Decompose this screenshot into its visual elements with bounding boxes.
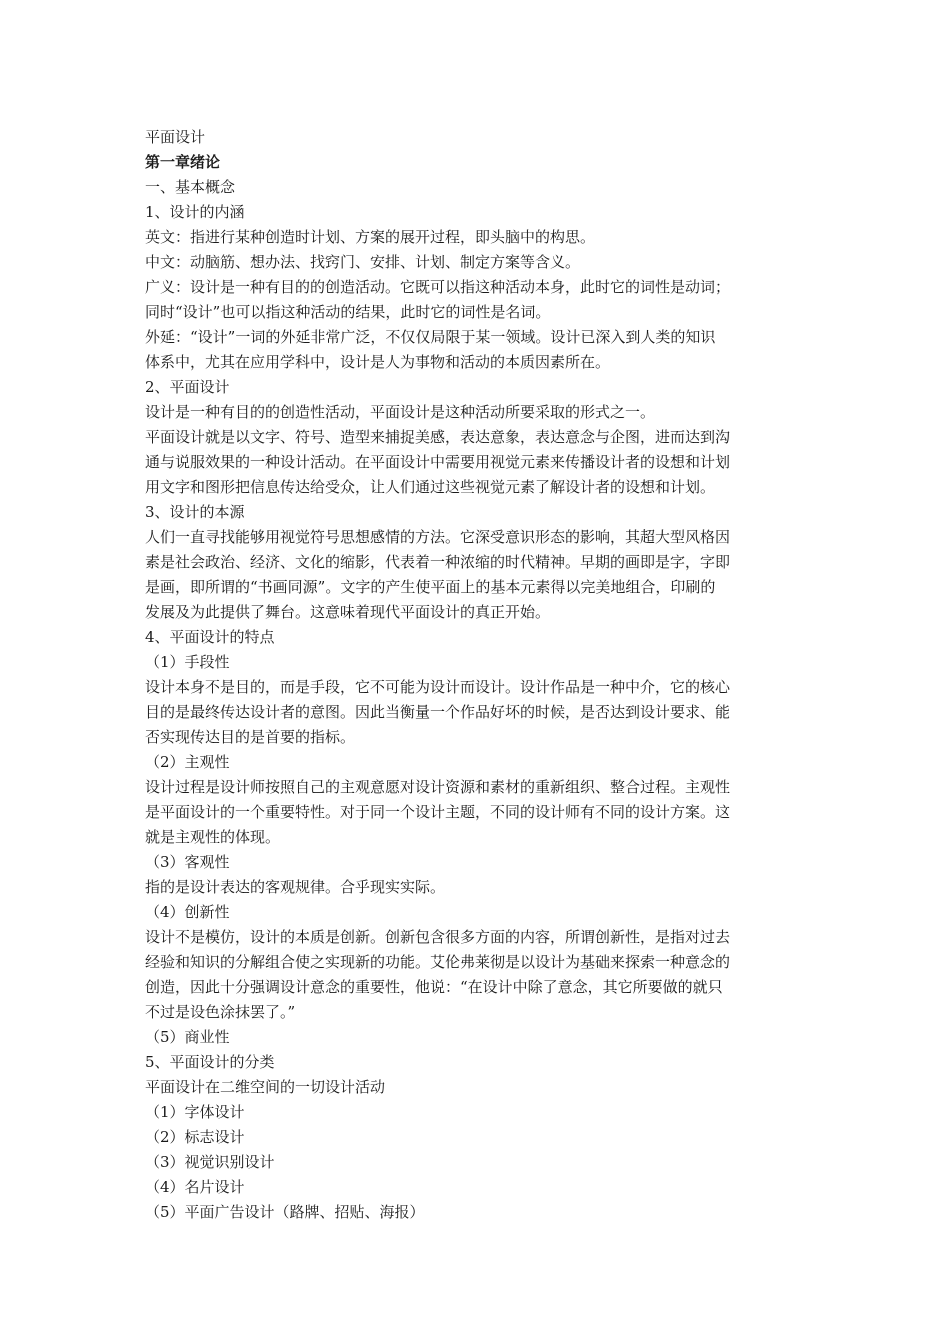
- body-line: 素是社会政治、经济、文化的缩影，代表着一种浓缩的时代精神。早期的画即是字，字即: [145, 553, 731, 571]
- subsection-heading: 3、设计的本源: [145, 503, 245, 521]
- body-line: 指的是设计表达的客观规律。合乎现实实际。: [145, 878, 446, 896]
- body-line: 外延：“设计”一词的外延非常广泛，不仅仅局限于某一领域。设计已深入到人类的知识: [145, 328, 716, 346]
- list-item: （5）平面广告设计（路牌、招贴、海报）: [145, 1203, 425, 1221]
- body-line: 用文字和图形把信息传达给受众，让人们通过这些视觉元素了解设计者的设想和计划。: [145, 478, 716, 496]
- body-line: 同时“设计”也可以指这种活动的结果，此时它的词性是名词。: [145, 303, 551, 321]
- subsection-heading: 5、平面设计的分类: [145, 1053, 275, 1071]
- list-item-heading: （3）客观性: [145, 853, 230, 871]
- body-line: 创造，因此十分强调设计意念的重要性，他说：“在设计中除了意念，其它所要做的就只: [145, 978, 723, 996]
- list-item: （3）视觉识别设计: [145, 1153, 275, 1171]
- section-heading: 一、基本概念: [145, 178, 236, 196]
- body-line: 设计过程是设计师按照自己的主观意愿对设计资源和素材的重新组织、整合过程。主观性: [145, 778, 731, 796]
- body-line: 不过是设色涂抹罢了。”: [145, 1003, 296, 1021]
- body-line: 是平面设计的一个重要特性。对于同一个设计主题，不同的设计师有不同的设计方案。这: [145, 803, 731, 821]
- list-item-heading: （2）主观性: [145, 753, 230, 771]
- subsection-heading: 2、平面设计: [145, 378, 230, 396]
- subsection-heading: 4、平面设计的特点: [145, 628, 275, 646]
- body-line: 平面设计就是以文字、符号、造型来捕捉美感，表达意象，表达意念与企图，进而达到沟: [145, 428, 731, 446]
- body-line: 人们一直寻找能够用视觉符号思想感情的方法。它深受意识形态的影响，其超大型风格因: [145, 528, 731, 546]
- body-line: 是画，即所谓的“书画同源”。文字的产生使平面上的基本元素得以完美地组合，印刷的: [145, 578, 716, 596]
- body-line: 设计不是模仿，设计的本质是创新。创新包含很多方面的内容，所谓创新性，是指对过去: [145, 928, 731, 946]
- document-title: 平面设计: [145, 128, 206, 146]
- body-line: 就是主观性的体现。: [145, 828, 281, 846]
- document-page: [145, 125, 811, 1225]
- body-line: 通与说服效果的一种设计活动。在平面设计中需要用视觉元素来传播设计者的设想和计划: [145, 453, 731, 471]
- body-line: 经验和知识的分解组合使之实现新的功能。艾伦弗莱彻是以设计为基础来探索一种意念的: [145, 953, 731, 971]
- list-item: （1）字体设计: [145, 1103, 245, 1121]
- body-line: 目的是最终传达设计者的意图。因此当衡量一个作品好坏的时候，是否达到设计要求、能: [145, 703, 731, 721]
- body-line: 发展及为此提供了舞台。这意味着现代平面设计的真正开始。: [145, 603, 551, 621]
- body-line: 平面设计在二维空间的一切设计活动: [145, 1078, 386, 1096]
- list-item: （2）标志设计: [145, 1128, 245, 1146]
- list-item-heading: （4）创新性: [145, 903, 230, 921]
- body-line: 英文：指进行某种创造时计划、方案的展开过程，即头脑中的构思。: [145, 228, 596, 246]
- body-line: 中文：动脑筋、想办法、找窍门、安排、计划、制定方案等含义。: [145, 253, 581, 271]
- body-line: 设计是一种有目的的创造性活动，平面设计是这种活动所要采取的形式之一。: [145, 403, 656, 421]
- chapter-heading: 第一章绪论: [145, 153, 221, 171]
- list-item-heading: （1）手段性: [145, 653, 230, 671]
- body-line: 设计本身不是目的，而是手段，它不可能为设计而设计。设计作品是一种中介，它的核心: [145, 678, 731, 696]
- body-line: 广义：设计是一种有目的的创造活动。它既可以指这种活动本身，此时它的词性是动词；: [145, 278, 731, 296]
- body-line: 体系中，尤其在应用学科中，设计是人为事物和活动的本质因素所在。: [145, 353, 611, 371]
- list-item: （4）名片设计: [145, 1178, 245, 1196]
- subsection-heading: 1、设计的内涵: [145, 203, 245, 221]
- list-item-heading: （5）商业性: [145, 1028, 230, 1046]
- body-line: 否实现传达目的是首要的指标。: [145, 728, 356, 746]
